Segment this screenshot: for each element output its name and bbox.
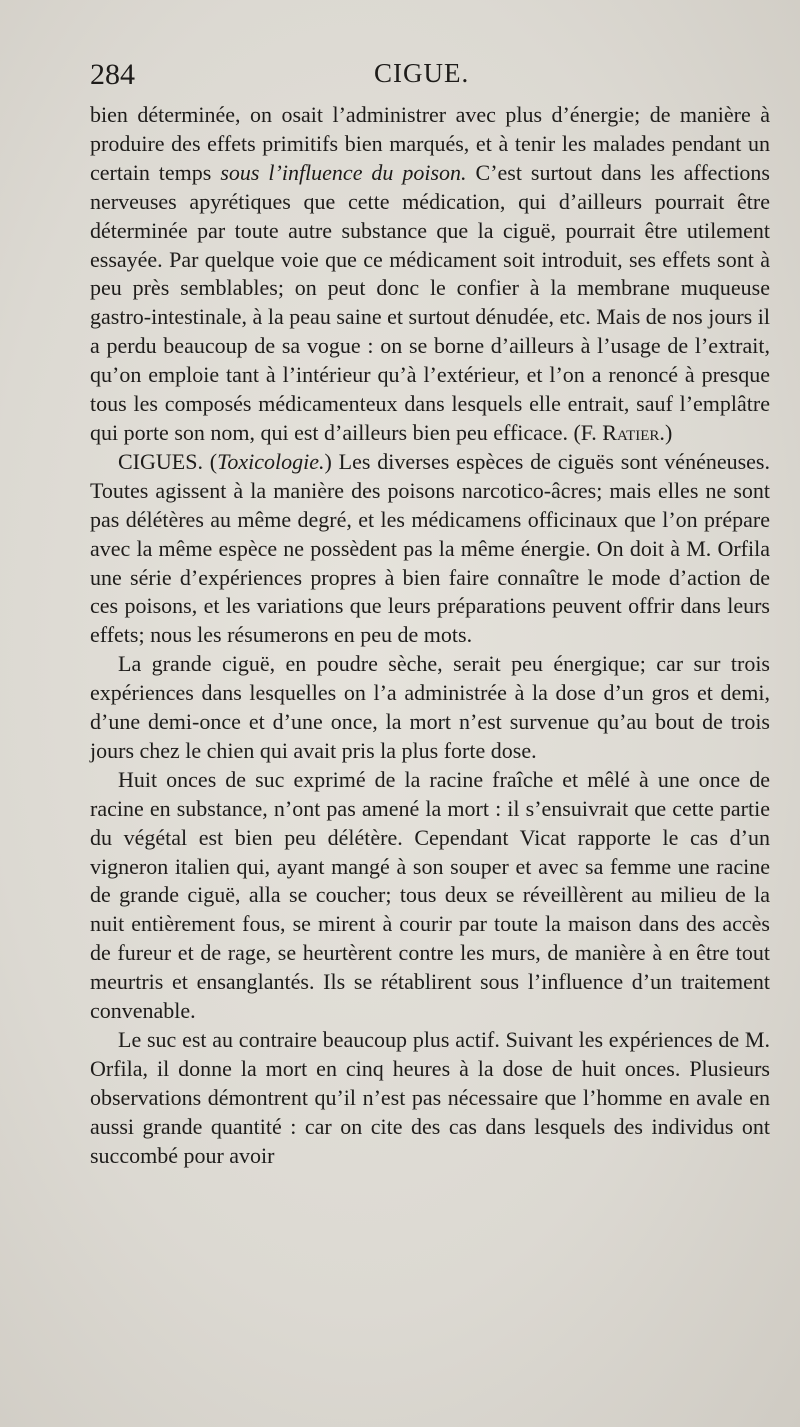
paragraph-suc: Le suc est au contraire beaucoup plus actif. Suivant les expériences de M. Orfila, il donne la mort en cinq heures à la dose de huit onces. Plusieurs observations démontrent qu’il n’est pas nécessaire que l’homme en avale en aussi grande quantité : car on cite des cas dans lesquels des individus ont succombé pour avoir xyxy=(90,1027,770,1168)
running-title: CIGUE. xyxy=(374,58,470,88)
paragraph-continuation: bien déterminée, on osait l’administrer avec plus d’énergie; de manière à produire des effets primitifs bien marqués, et à tenir les malades pendant un certain temps sous l’influence du poison. C’est surtout dans les affections nerveuses apyrétiques que cette médication, qui d’ailleurs pourrait être déterminée par toute autre substance que la ciguë, pourrait être utilement essayée. Par quelque voie que ce médicament soit introduit, ses effets sont à peu près semblables; on peut donc le confier à la membrane muqueuse gastro-intestinale, à la peau saine et surtout dénudée, etc. Mais de nos jours il a perdu beaucoup de sa vogue : on se borne d’ailleurs à l’usage de l’extrait, qu’on emploie tant à l’intérieur qu’à l’extérieur, et l’on a renoncé à presque tous les composés médicamenteux dans lesquels elle entrait, sauf l’emplâtre qui porte son nom, qui est d’ailleurs bien peu efficace. (F. Ratier.) xyxy=(90,102,770,445)
italic-phrase: sous l’influence du poison. xyxy=(220,159,467,185)
paragraph-grande-cigue: La grande ciguë, en poudre sèche, serait peu énergique; car sur trois expériences dans lesquelles on l’a administrée à la dose d’un gros et demi, d’une demi-once et d’une once, la mort n’est survenue qu’au bout de trois jours chez le chien qui avait pris la plus forte dose. xyxy=(90,651,770,763)
paragraph-huit-onces: Huit onces de suc exprimé de la racine fraîche et mêlé à une once de racine en substance, n’ont pas amené la mort : il s’ensuivrait que cette partie du végétal est bien peu délétère. Cependant Vicat rapporte le cas d’un vigneron italien qui, ayant mangé à son souper et avec sa femme une racine de grande ciguë, alla se coucher; tous deux se réveillèrent au milieu de la nuit entièrement fous, se mirent à courir par toute la maison dans des accès de fureur et de rage, se heurtèrent contre les murs, de manière à en être tout meurtris et ensanglantés. Ils se rétablirent sous l’influence d’un traitement convenable. xyxy=(90,766,770,1024)
body-text xyxy=(90,101,770,1171)
page-header xyxy=(90,58,770,98)
author-signature: Ratier. xyxy=(602,419,665,445)
italic-heading: Toxicologie. xyxy=(217,448,325,474)
page-number: 284 xyxy=(90,58,135,91)
paragraph-cigues: CIGUES. (Toxicologie.) Les diverses espèces de ciguës sont vénéneuses. Toutes agissent à la manière des poisons narcotico-âcres; mais elles ne sont pas délétères au même degré, et les médicamens officinaux que l’on prépare avec la même espèce ne possèdent pas la même énergie. On doit à M. Orfila une série d’expériences propres à bien faire connaître le mode d’action de ces poisons, et les variations que leurs préparations peuvent offrir dans leurs effets; nous les résumerons en peu de mots. xyxy=(90,448,770,648)
